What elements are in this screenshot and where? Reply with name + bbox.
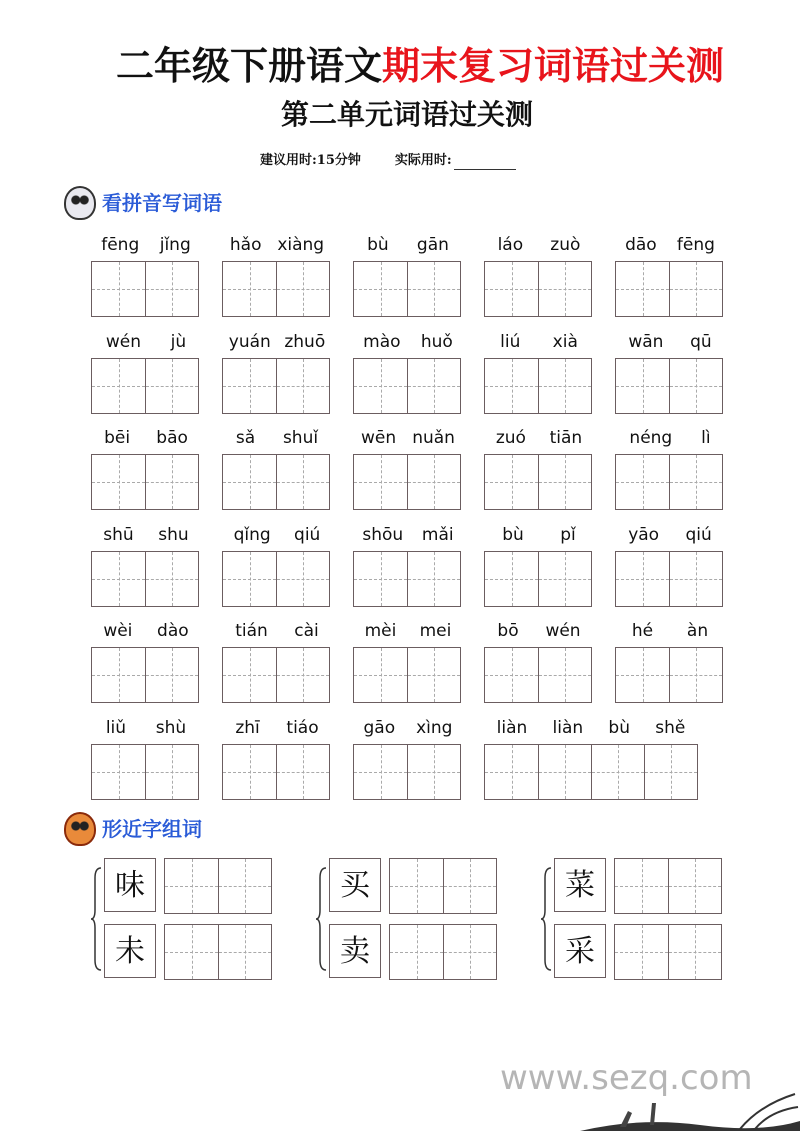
pinyin-syllable: néng <box>629 428 673 448</box>
pinyin-syllable: pǐ <box>560 524 576 545</box>
actual-time-blank[interactable] <box>454 157 516 170</box>
pinyin-syllable: mǎi <box>421 524 454 545</box>
pinyin-label <box>615 619 725 643</box>
writing-grid <box>615 454 723 510</box>
writing-cell[interactable] <box>145 552 198 606</box>
writing-grid <box>164 858 272 914</box>
writing-cell[interactable] <box>644 745 697 799</box>
title-red: 期末复习词语过关测 <box>382 43 725 88</box>
writing-cell[interactable] <box>616 552 669 606</box>
pinyin-syllable: shuǐ <box>282 428 319 448</box>
pinyin-syllable: fēng <box>101 235 140 255</box>
pinyin-item <box>615 233 725 317</box>
pinyin-syllable: xìng <box>416 717 453 738</box>
writing-cell[interactable] <box>223 745 276 799</box>
writing-cell[interactable] <box>616 648 669 702</box>
section-heading-pinyin <box>64 186 222 220</box>
section-heading-similar-chars <box>64 812 202 846</box>
writing-grid <box>353 454 461 510</box>
writing-grid <box>353 261 461 317</box>
writing-grid <box>91 647 199 703</box>
pinyin-label <box>353 619 463 643</box>
writing-cell[interactable] <box>223 648 276 702</box>
pinyin-item <box>222 233 332 317</box>
section-title: 看拼音写词语 <box>102 191 222 215</box>
writing-cell[interactable] <box>92 552 145 606</box>
writing-cell[interactable] <box>616 359 669 413</box>
char-group <box>315 858 497 990</box>
writing-cell[interactable] <box>145 359 198 413</box>
writing-grid <box>614 858 722 914</box>
section-title: 形近字组词 <box>102 817 202 841</box>
writing-cell[interactable] <box>485 552 538 606</box>
writing-cell[interactable] <box>354 745 407 799</box>
writing-grid <box>222 551 330 607</box>
writing-grid <box>389 924 497 980</box>
writing-cell[interactable] <box>92 359 145 413</box>
writing-cell[interactable] <box>485 455 538 509</box>
writing-cell[interactable] <box>276 648 329 702</box>
writing-cell[interactable] <box>669 552 722 606</box>
pinyin-syllable: fēng <box>676 235 715 255</box>
char-row <box>329 924 497 980</box>
pinyin-syllable: bù <box>502 524 524 545</box>
pinyin-label <box>353 716 463 740</box>
pinyin-label <box>91 619 201 643</box>
crane-decoration-icon <box>580 1091 800 1131</box>
pinyin-label <box>615 426 725 450</box>
pinyin-syllable: shu <box>158 524 189 545</box>
pinyin-syllable: tiān <box>549 428 583 448</box>
writing-cell[interactable] <box>407 359 460 413</box>
writing-cell[interactable] <box>354 359 407 413</box>
pinyin-label <box>615 523 725 547</box>
title-black: 二年级下册语文 <box>115 43 382 88</box>
writing-cell[interactable] <box>538 648 591 702</box>
writing-grid <box>222 744 330 800</box>
writing-grid <box>353 647 461 703</box>
pinyin-label <box>91 716 201 740</box>
writing-cell[interactable] <box>276 552 329 606</box>
writing-cell[interactable] <box>92 745 145 799</box>
pinyin-syllable: huǒ <box>420 331 453 352</box>
pinyin-label <box>484 426 594 450</box>
pinyin-syllable: tiáo <box>286 717 319 738</box>
writing-cell[interactable] <box>354 262 407 316</box>
pinyin-syllable: zhuō <box>284 331 326 352</box>
pinyin-syllable: shū <box>103 524 134 545</box>
writing-cell[interactable] <box>443 925 496 979</box>
pinyin-item <box>91 330 201 414</box>
pinyin-syllable: dāo <box>625 235 657 255</box>
pinyin-syllable: jù <box>170 331 187 352</box>
pinyin-item <box>484 716 698 800</box>
writing-grid <box>615 647 723 703</box>
writing-cell[interactable] <box>223 552 276 606</box>
writing-cell[interactable] <box>92 262 145 316</box>
pinyin-item <box>353 426 463 510</box>
writing-grid <box>222 454 330 510</box>
pinyin-syllable: shù <box>155 717 187 738</box>
writing-grid <box>91 551 199 607</box>
pinyin-syllable: liú <box>500 331 521 352</box>
writing-grid <box>353 744 461 800</box>
writing-cell[interactable] <box>616 262 669 316</box>
writing-cell[interactable] <box>485 745 538 799</box>
writing-cell[interactable] <box>407 455 460 509</box>
writing-cell[interactable] <box>538 455 591 509</box>
pinyin-item <box>484 330 594 414</box>
pinyin-label <box>91 330 201 354</box>
writing-grid <box>353 551 461 607</box>
writing-cell[interactable] <box>218 925 271 979</box>
brace-icon <box>540 866 552 972</box>
writing-grid <box>389 858 497 914</box>
char-group <box>540 858 722 990</box>
writing-grid <box>614 924 722 980</box>
pinyin-label <box>484 716 698 740</box>
pinyin-label <box>353 233 463 257</box>
writing-grid <box>222 647 330 703</box>
pinyin-item <box>222 426 332 510</box>
pinyin-item <box>91 523 201 607</box>
pinyin-item <box>484 523 594 607</box>
pinyin-syllable: bō <box>497 621 519 641</box>
pinyin-syllable: wén <box>545 621 581 641</box>
writing-grid <box>353 358 461 414</box>
writing-cell[interactable] <box>538 745 591 799</box>
writing-cell[interactable] <box>538 262 591 316</box>
pinyin-item <box>222 330 332 414</box>
char-row <box>554 924 722 980</box>
char-row <box>104 858 272 914</box>
pinyin-label <box>222 619 332 643</box>
pinyin-label <box>615 330 725 354</box>
page-subtitle: 第二单元词语过关测 <box>280 98 533 131</box>
pinyin-label <box>353 426 463 450</box>
pinyin-label <box>91 426 201 450</box>
pinyin-label <box>222 523 332 547</box>
writing-grid <box>484 261 592 317</box>
pinyin-label <box>353 330 463 354</box>
pinyin-item <box>484 233 594 317</box>
writing-grid <box>91 358 199 414</box>
pinyin-syllable: wén <box>105 331 141 352</box>
pinyin-syllable: qiú <box>294 524 321 545</box>
pinyin-syllable: lì <box>701 428 711 448</box>
pinyin-item <box>91 619 201 703</box>
pinyin-item <box>353 619 463 703</box>
char-box: 未 <box>104 924 156 978</box>
watermark: www.sezq.com <box>500 1058 753 1098</box>
writing-cell[interactable] <box>669 359 722 413</box>
writing-grid <box>91 454 199 510</box>
pinyin-label <box>222 330 332 354</box>
writing-cell[interactable] <box>538 552 591 606</box>
writing-cell[interactable] <box>276 262 329 316</box>
writing-cell[interactable] <box>354 552 407 606</box>
char-row <box>329 858 497 914</box>
pinyin-syllable: zuò <box>550 235 581 255</box>
writing-cell[interactable] <box>407 262 460 316</box>
pinyin-syllable: bù <box>367 235 389 255</box>
writing-cell[interactable] <box>407 552 460 606</box>
writing-cell[interactable] <box>485 262 538 316</box>
writing-cell[interactable] <box>485 359 538 413</box>
pinyin-syllable: cài <box>294 621 319 641</box>
writing-cell[interactable] <box>145 455 198 509</box>
writing-grid <box>484 744 698 800</box>
pinyin-syllable: qǐng <box>233 524 271 545</box>
writing-grid <box>484 647 592 703</box>
pinyin-item <box>615 426 725 510</box>
char-group <box>90 858 272 990</box>
pinyin-item <box>91 426 201 510</box>
pinyin-syllable: bēi <box>104 428 131 448</box>
writing-cell[interactable] <box>485 648 538 702</box>
writing-cell[interactable] <box>354 455 407 509</box>
char-box: 味 <box>104 858 156 912</box>
opera-mask-icon <box>64 186 96 220</box>
pinyin-label <box>91 523 201 547</box>
writing-cell[interactable] <box>276 455 329 509</box>
writing-cell[interactable] <box>276 745 329 799</box>
actual-time-label: 实际用时: <box>394 153 452 168</box>
writing-grid <box>484 551 592 607</box>
pinyin-label <box>484 523 594 547</box>
writing-cell[interactable] <box>407 648 460 702</box>
writing-cell[interactable] <box>145 262 198 316</box>
page-title <box>0 42 800 90</box>
pinyin-item <box>353 523 463 607</box>
pinyin-item <box>91 233 201 317</box>
char-row <box>554 858 722 914</box>
pinyin-syllable: àn <box>686 621 709 641</box>
writing-cell[interactable] <box>390 925 443 979</box>
pinyin-syllable: tián <box>235 621 268 641</box>
pinyin-item <box>353 716 463 800</box>
pinyin-label <box>353 523 463 547</box>
pinyin-syllable: yuán <box>228 331 271 352</box>
writing-cell[interactable] <box>223 455 276 509</box>
pinyin-syllable: xiàng <box>277 235 325 255</box>
char-box: 采 <box>554 924 606 978</box>
pinyin-syllable: mèi <box>364 621 397 641</box>
writing-cell[interactable] <box>443 859 496 913</box>
brace-icon <box>90 866 102 972</box>
pinyin-item <box>615 330 725 414</box>
writing-grid <box>222 261 330 317</box>
pinyin-syllable: bù <box>608 717 630 738</box>
pinyin-syllable: wēn <box>361 428 397 448</box>
writing-grid <box>484 454 592 510</box>
pinyin-item <box>222 523 332 607</box>
pinyin-syllable: xià <box>552 331 578 352</box>
char-box: 买 <box>329 858 381 912</box>
writing-cell[interactable] <box>218 859 271 913</box>
char-box: 卖 <box>329 924 381 978</box>
writing-cell[interactable] <box>407 745 460 799</box>
pinyin-item <box>353 233 463 317</box>
pinyin-syllable: wān <box>628 331 664 352</box>
writing-cell[interactable] <box>145 745 198 799</box>
writing-grid <box>615 551 723 607</box>
writing-grid <box>164 924 272 980</box>
pinyin-syllable: zuó <box>495 428 526 448</box>
writing-cell[interactable] <box>615 925 668 979</box>
pinyin-label <box>484 330 594 354</box>
pinyin-syllable: qiú <box>685 524 712 545</box>
pinyin-syllable: shě <box>655 717 686 738</box>
writing-cell[interactable] <box>165 859 218 913</box>
pinyin-item <box>222 619 332 703</box>
writing-cell[interactable] <box>145 648 198 702</box>
pinyin-syllable: shōu <box>362 524 404 545</box>
writing-grid <box>222 358 330 414</box>
pinyin-syllable: liǔ <box>105 717 127 738</box>
pinyin-syllable: dào <box>157 621 189 641</box>
writing-cell[interactable] <box>615 859 668 913</box>
pinyin-syllable: zhī <box>235 717 260 738</box>
writing-cell[interactable] <box>92 648 145 702</box>
writing-cell[interactable] <box>538 359 591 413</box>
writing-cell[interactable] <box>591 745 644 799</box>
pinyin-item <box>615 619 725 703</box>
pinyin-syllable: bāo <box>156 428 188 448</box>
pinyin-syllable: yāo <box>628 524 660 545</box>
pinyin-syllable: gān <box>416 235 449 255</box>
writing-cell[interactable] <box>669 648 722 702</box>
writing-grid <box>615 358 723 414</box>
writing-grid <box>91 261 199 317</box>
timing-info <box>260 152 516 170</box>
writing-cell[interactable] <box>165 925 218 979</box>
pinyin-syllable: jǐng <box>159 235 191 255</box>
pinyin-syllable: liàn <box>552 717 584 738</box>
char-box: 菜 <box>554 858 606 912</box>
pinyin-syllable: hǎo <box>229 235 262 255</box>
opera-mask-icon <box>64 812 96 846</box>
pinyin-item <box>353 330 463 414</box>
writing-cell[interactable] <box>92 455 145 509</box>
pinyin-item <box>91 716 201 800</box>
writing-cell[interactable] <box>390 859 443 913</box>
writing-cell[interactable] <box>223 359 276 413</box>
writing-cell[interactable] <box>669 455 722 509</box>
pinyin-item <box>222 716 332 800</box>
pinyin-syllable: sǎ <box>235 428 256 448</box>
writing-cell[interactable] <box>354 648 407 702</box>
pinyin-syllable: mào <box>363 331 401 352</box>
writing-cell[interactable] <box>276 359 329 413</box>
pinyin-label <box>615 233 725 257</box>
writing-cell[interactable] <box>668 925 721 979</box>
writing-grid <box>91 744 199 800</box>
suggested-time: 建议用时:15分钟 <box>260 153 361 168</box>
pinyin-syllable: gāo <box>363 717 396 738</box>
pinyin-label <box>222 716 332 740</box>
pinyin-label <box>91 233 201 257</box>
pinyin-syllable: mei <box>419 621 452 641</box>
writing-cell[interactable] <box>223 262 276 316</box>
pinyin-syllable: láo <box>497 235 524 255</box>
pinyin-item <box>615 523 725 607</box>
writing-grid <box>484 358 592 414</box>
pinyin-label <box>484 233 594 257</box>
brace-icon <box>315 866 327 972</box>
pinyin-syllable: qū <box>690 331 712 352</box>
pinyin-syllable: hé <box>631 621 654 641</box>
pinyin-syllable: liàn <box>496 717 528 738</box>
pinyin-label <box>222 233 332 257</box>
pinyin-syllable: nuǎn <box>412 428 455 448</box>
writing-cell[interactable] <box>669 262 722 316</box>
pinyin-label <box>484 619 594 643</box>
writing-cell[interactable] <box>616 455 669 509</box>
pinyin-label <box>222 426 332 450</box>
writing-cell[interactable] <box>668 859 721 913</box>
pinyin-syllable: wèi <box>103 621 133 641</box>
char-row <box>104 924 272 980</box>
writing-grid <box>615 261 723 317</box>
pinyin-item <box>484 426 594 510</box>
pinyin-item <box>484 619 594 703</box>
